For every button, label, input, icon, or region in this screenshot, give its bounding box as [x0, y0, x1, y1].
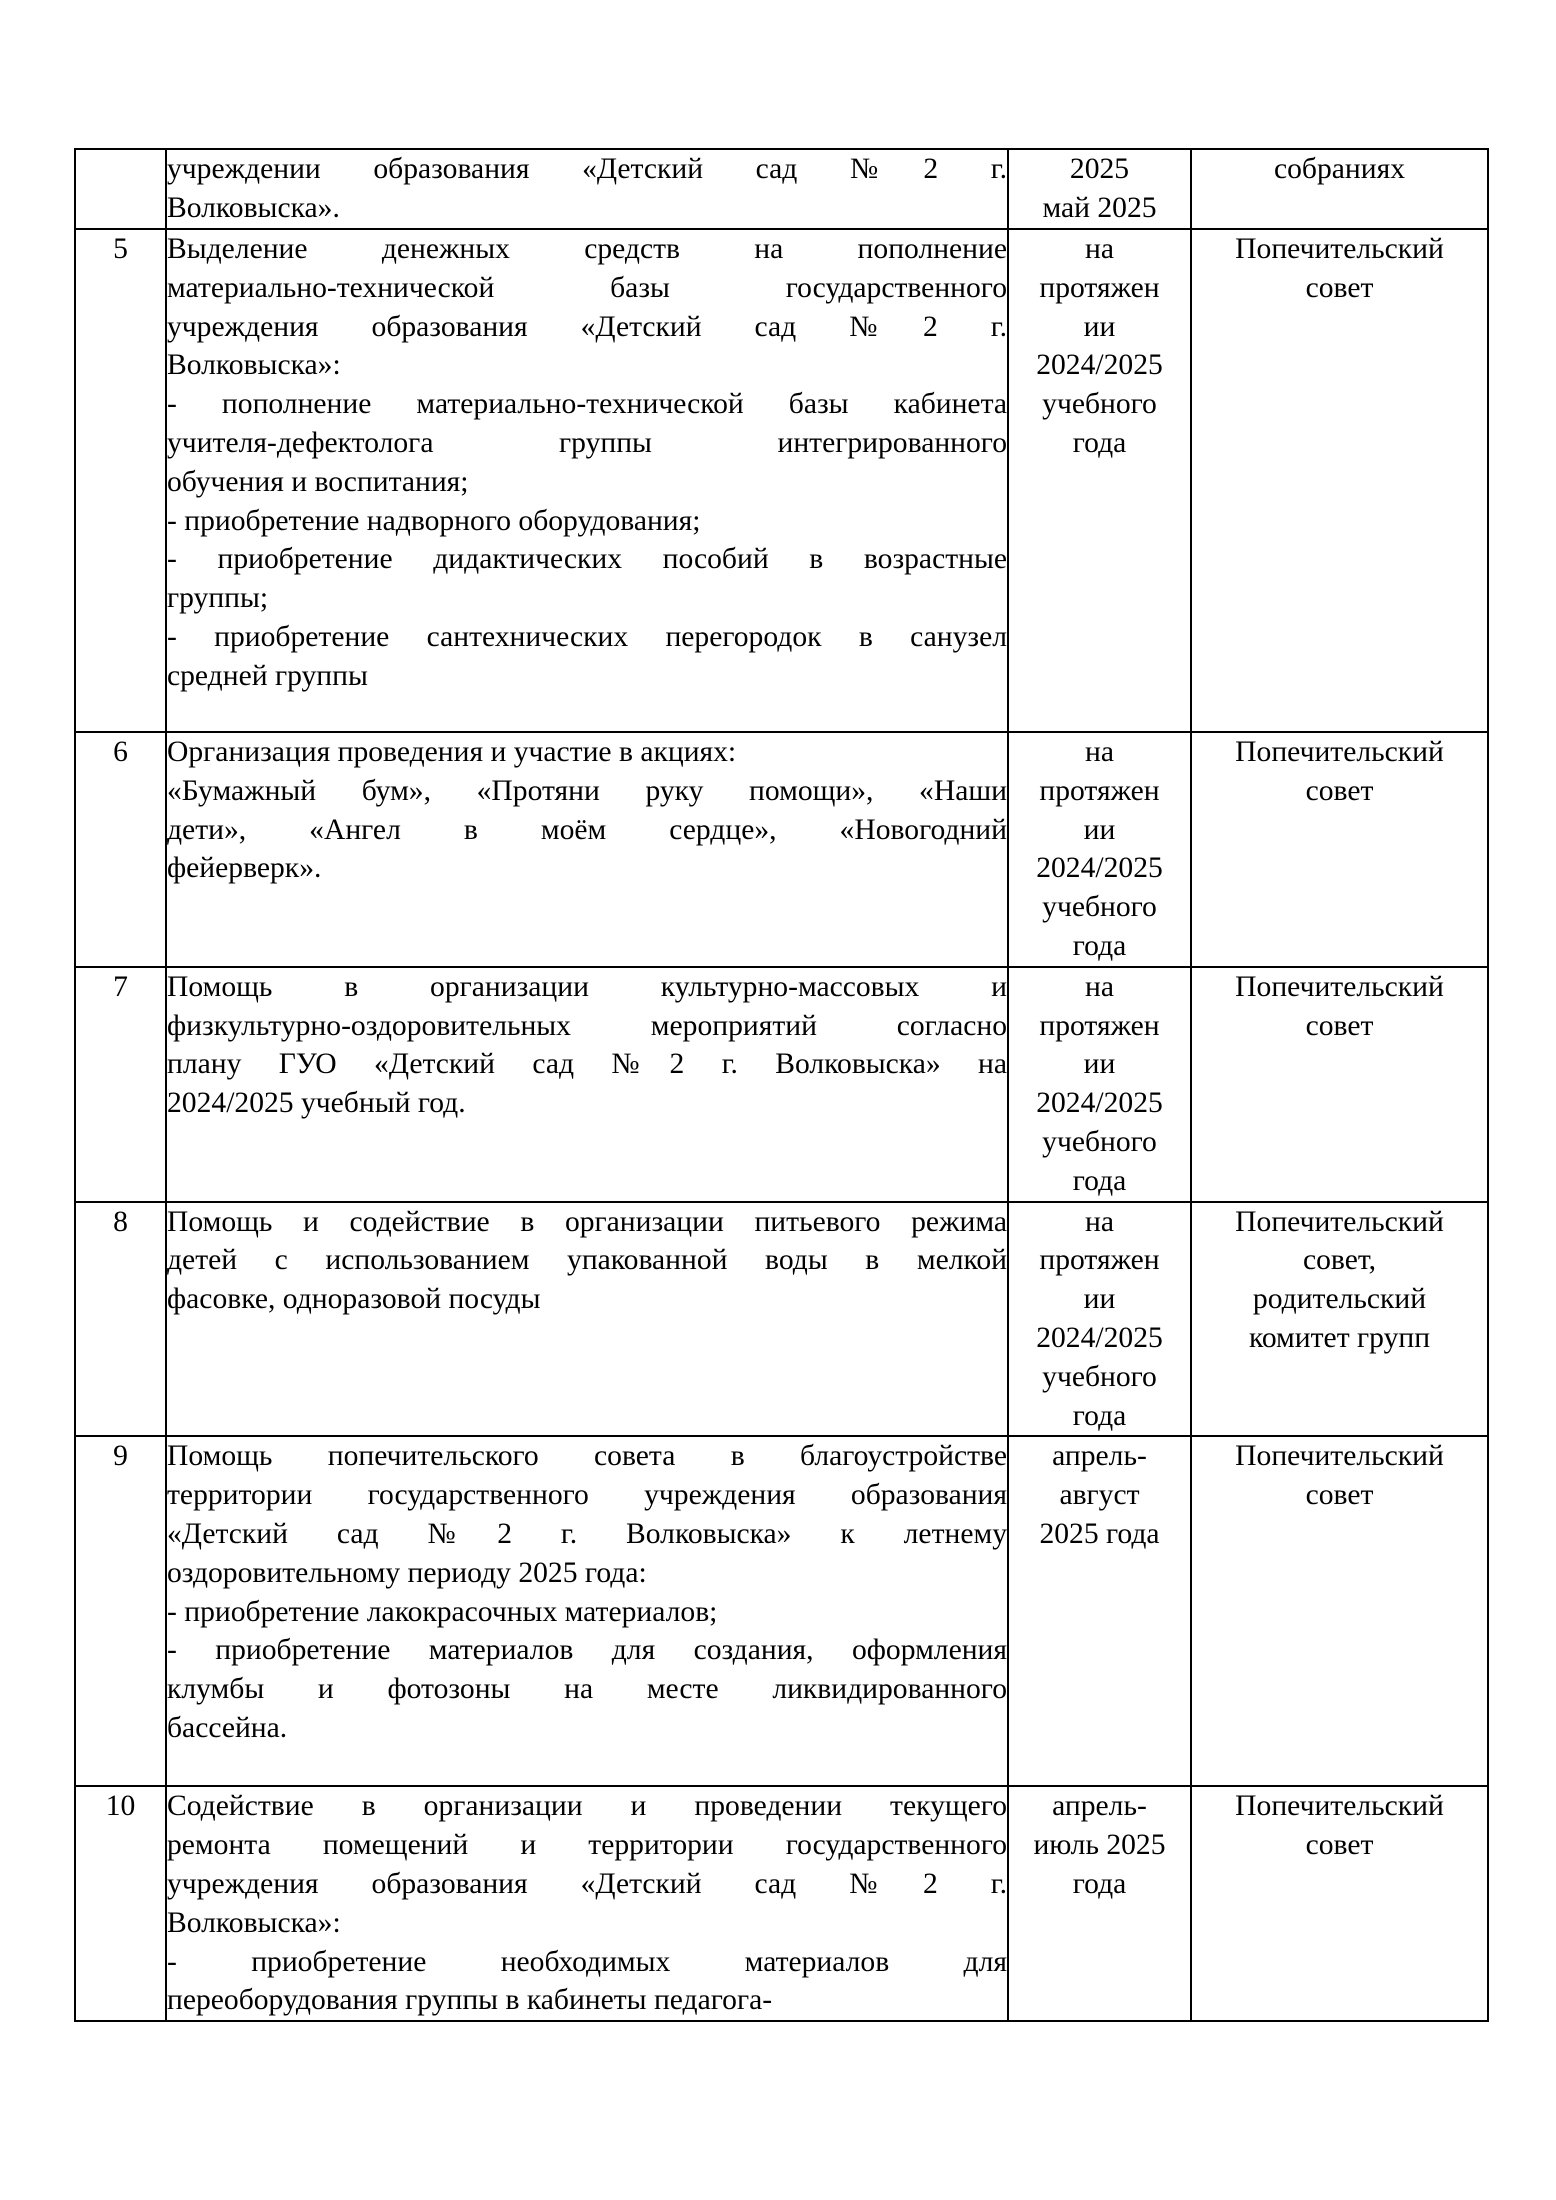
- description-line: учителя-дефектолога группы интегрированного: [167, 426, 1007, 459]
- row-number: 5: [75, 229, 166, 732]
- description-line: - приобретение дидактических пособий в возрастные: [167, 543, 1007, 576]
- description-line: клумбы и фотозоны на месте ликвидированного: [167, 1673, 1007, 1706]
- period-line: протяжен: [1039, 1244, 1160, 1277]
- activity-period: [1008, 1436, 1191, 1786]
- activity-description: [166, 1436, 1008, 1786]
- description-line: фейерверк».: [167, 852, 322, 885]
- period-line: на: [1085, 233, 1114, 265]
- responsible-line: Попечительский: [1235, 970, 1444, 1003]
- description-line: Организация проведения и участие в акциях:: [167, 736, 737, 768]
- responsible-line: Попечительский: [1235, 1205, 1444, 1238]
- period-line: ии: [1083, 1283, 1116, 1316]
- table-row: [75, 229, 1488, 732]
- period-line: 2025 года: [1039, 1517, 1160, 1550]
- activity-period: [1008, 967, 1191, 1202]
- responsible-line: Попечительский: [1235, 736, 1444, 768]
- responsible-line: собраниях: [1273, 153, 1405, 185]
- description-line: «Детский сад №2 г. Волковыска» к летнему: [167, 1517, 1007, 1550]
- responsible-line: родительский: [1252, 1283, 1427, 1316]
- description-line: оздоровительному периоду 2025 года:: [167, 1556, 647, 1589]
- period-line: ии: [1083, 1048, 1116, 1081]
- period-line: года: [1072, 1867, 1127, 1900]
- period-line: ии: [1083, 310, 1116, 343]
- period-line: август: [1059, 1479, 1140, 1512]
- responsible-line: совет: [1305, 271, 1374, 304]
- responsible-line: совет,: [1303, 1244, 1376, 1277]
- description-line: 2024/2025 учебный год.: [167, 1087, 466, 1120]
- description-line: Волковыска»:: [167, 1906, 341, 1939]
- row-number: 9: [75, 1436, 166, 1786]
- row-number: 10: [75, 1786, 166, 2021]
- description-line: Помощь попечительского совета в благоустройстве: [167, 1440, 1007, 1473]
- description-line: Помощь в организации культурно-массовых и: [167, 970, 1007, 1003]
- period-line: 2024/2025: [1036, 1087, 1163, 1120]
- period-line: апрель-: [1052, 1440, 1147, 1473]
- period-line: года: [1072, 426, 1127, 459]
- description-line: дети», «Ангел в моём сердце», «Новогодний: [167, 813, 1007, 846]
- description-line: - приобретение сантехнических перегородок в санузел: [167, 620, 1007, 653]
- period-line: апрель-: [1052, 1790, 1147, 1823]
- responsible-line: комитет групп: [1248, 1321, 1431, 1354]
- period-line: года: [1072, 1164, 1127, 1197]
- description-line: переоборудования группы в кабинеты педагога-: [167, 1984, 773, 2017]
- responsible-party: [1191, 1436, 1488, 1786]
- row-number: 7: [75, 967, 166, 1202]
- row-number: 8: [75, 1202, 166, 1437]
- description-line: «Бумажный бум», «Протяни руку помощи», «Наши: [167, 774, 1007, 807]
- activity-period: [1008, 732, 1191, 967]
- period-line: года: [1072, 1399, 1127, 1432]
- description-line: обучения и воспитания;: [167, 465, 469, 498]
- description-line: материально-технической базы государственного: [167, 271, 1007, 304]
- activity-period: [1008, 1786, 1191, 2021]
- activity-period: [1008, 229, 1191, 732]
- description-line: учреждения образования «Детский сад №2 г.: [167, 310, 1007, 343]
- description-line: бассейна.: [167, 1711, 288, 1744]
- table-row: [75, 1202, 1488, 1437]
- description-line: учреждения образования «Детский сад №2 г.: [167, 1867, 1007, 1900]
- description-line: физкультурно-оздоровительных мероприятий согласно: [167, 1009, 1007, 1042]
- description-line: детей с использованием упакованной воды в мелкой: [167, 1244, 1007, 1277]
- description-line: ремонта помещений и территории государственного: [167, 1829, 1007, 1862]
- table-body: [75, 149, 1488, 2021]
- period-line: протяжен: [1039, 774, 1160, 807]
- responsible-party: [1191, 732, 1488, 967]
- period-line: 2024/2025: [1036, 852, 1163, 885]
- period-line: учебного: [1042, 1125, 1157, 1158]
- responsible-line: совет: [1305, 1479, 1374, 1512]
- description-line: - приобретение надворного оборудования;: [167, 504, 701, 537]
- responsible-line: совет: [1305, 1009, 1374, 1042]
- table-row: [75, 967, 1488, 1202]
- table-row: [75, 732, 1488, 967]
- period-line: года: [1072, 929, 1127, 962]
- row-number: [75, 149, 166, 229]
- period-line: ии: [1083, 813, 1116, 846]
- activity-description: [166, 1786, 1008, 2021]
- period-line: учебного: [1042, 388, 1157, 421]
- description-line: учреждении образования «Детский сад №2 г.: [167, 153, 1007, 185]
- description-line: группы;: [167, 582, 269, 615]
- responsible-line: совет: [1305, 1829, 1374, 1862]
- responsible-party: [1191, 1202, 1488, 1437]
- activity-description: [166, 229, 1008, 732]
- activity-period: [1008, 149, 1191, 229]
- activity-description: [166, 1202, 1008, 1437]
- period-line: 2025: [1069, 153, 1130, 185]
- description-line: Содействие в организации и проведении текущего: [167, 1790, 1007, 1823]
- description-line: плану ГУО «Детский сад №2 г. Волковыска» на: [167, 1048, 1007, 1081]
- responsible-party: [1191, 149, 1488, 229]
- document-page: [74, 148, 1487, 2022]
- responsible-line: совет: [1305, 774, 1374, 807]
- activity-description: [166, 149, 1008, 229]
- description-line: - приобретение необходимых материалов для: [167, 1945, 1007, 1978]
- activity-description: [166, 732, 1008, 967]
- description-line: - приобретение лакокрасочных материалов;: [167, 1595, 718, 1628]
- table-row: [75, 149, 1488, 229]
- period-line: май 2025: [1042, 191, 1157, 224]
- period-line: июль 2025: [1033, 1829, 1166, 1862]
- table-row: [75, 1436, 1488, 1786]
- responsible-party: [1191, 229, 1488, 732]
- description-line: Помощь и содействие в организации питьевого режима: [167, 1205, 1007, 1238]
- description-line: территории государственного учреждения образования: [167, 1479, 1007, 1512]
- period-line: 2024/2025: [1036, 349, 1163, 382]
- period-line: учебного: [1042, 891, 1157, 924]
- period-line: учебного: [1042, 1360, 1157, 1393]
- description-line: Выделение денежных средств на пополнение: [167, 233, 1007, 265]
- description-line: - пополнение материально-технической базы кабинета: [167, 388, 1007, 421]
- description-line: - приобретение материалов для создания, оформления: [167, 1634, 1007, 1667]
- period-line: протяжен: [1039, 1009, 1160, 1042]
- activity-period: [1008, 1202, 1191, 1437]
- period-line: на: [1085, 970, 1114, 1003]
- period-line: на: [1085, 1205, 1114, 1238]
- responsible-line: Попечительский: [1235, 1440, 1444, 1473]
- description-line: Волковыска».: [167, 191, 340, 224]
- table-row: [75, 1786, 1488, 2021]
- description-line: Волковыска»:: [167, 349, 341, 382]
- responsible-party: [1191, 1786, 1488, 2021]
- row-number: 6: [75, 732, 166, 967]
- period-line: 2024/2025: [1036, 1321, 1163, 1354]
- period-line: протяжен: [1039, 271, 1160, 304]
- responsible-line: Попечительский: [1235, 1790, 1444, 1823]
- activity-description: [166, 967, 1008, 1202]
- responsible-line: Попечительский: [1235, 233, 1444, 265]
- responsible-party: [1191, 967, 1488, 1202]
- period-line: на: [1085, 736, 1114, 768]
- description-line: средней группы: [167, 659, 368, 692]
- description-line: фасовке, одноразовой посуды: [167, 1283, 541, 1316]
- activity-plan-table: [74, 148, 1489, 2022]
